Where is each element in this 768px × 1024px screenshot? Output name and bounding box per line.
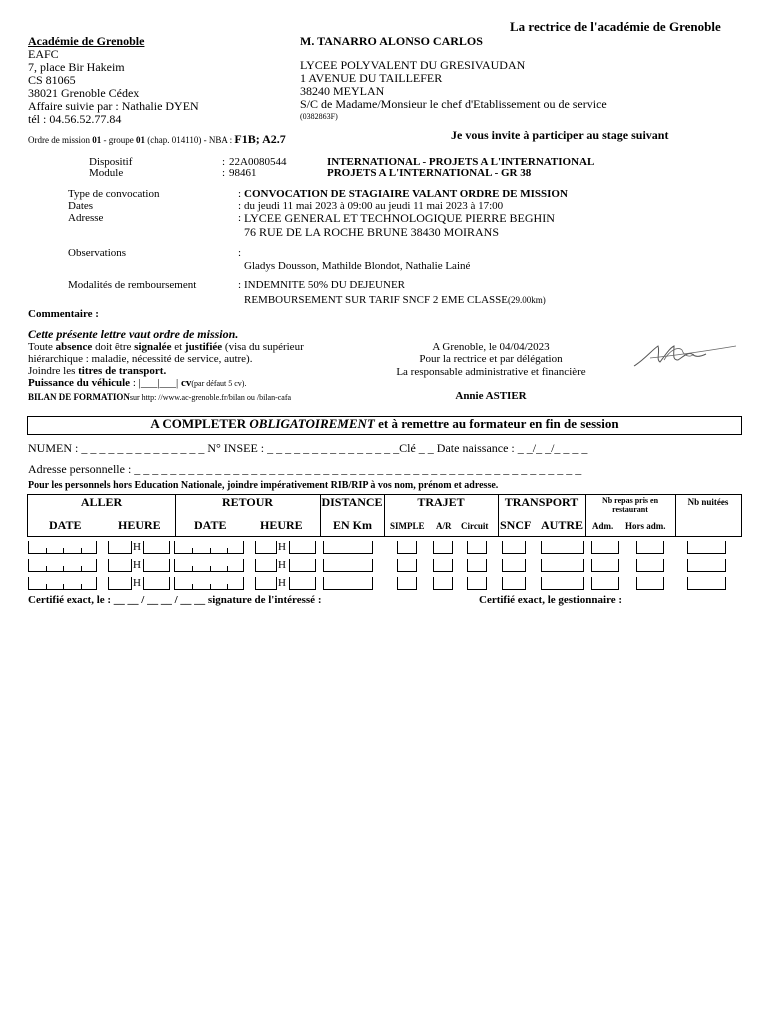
col-transport: TRANSPORT	[504, 495, 579, 509]
dates-label: Dates	[68, 200, 94, 212]
col-aller: ALLER	[80, 495, 123, 509]
dispositif-title: INTERNATIONAL - PROJETS A L'INTERNATIONAL	[327, 156, 595, 168]
absence-text: Joindre les	[28, 365, 79, 377]
field-divider	[192, 566, 193, 571]
entry-field[interactable]	[174, 577, 244, 590]
subcol-autre: AUTRE	[541, 518, 584, 532]
certif-interesse: Certifié exact, le : __ __ / __ __ / __ __ signature de l'intéressé :	[28, 594, 322, 606]
delegation-line: Pour la rectrice et par délégation	[419, 353, 563, 365]
field-divider	[227, 548, 228, 553]
subcol-circuit: Circuit	[461, 521, 489, 531]
recipient-line: 38240 MEYLAN	[300, 84, 385, 98]
remboursement-line1: INDEMNITE 50% DU DEJEUNER	[244, 279, 406, 291]
subcol-heure-retour: HEURE	[260, 518, 303, 532]
observations-label: Observations	[68, 247, 127, 259]
entry-field[interactable]	[397, 559, 417, 572]
field-divider	[210, 584, 211, 589]
dates-sep: :	[238, 200, 242, 212]
recipient-line: S/C de Madame/Monsieur le chef d'Etablissement ou de service	[300, 97, 607, 111]
sender-line: 7, place Bir Hakeim	[28, 60, 125, 74]
field-divider	[46, 548, 47, 553]
signatory-name: Annie ASTIER	[455, 390, 527, 402]
col-trajet: TRAJET	[417, 495, 465, 509]
entry-field[interactable]	[174, 541, 244, 554]
form-banner-text	[27, 417, 742, 432]
col-distance: DISTANCE	[321, 495, 383, 509]
remboursement-line2-text: REMBOURSEMENT SUR TARIF SNCF 2 EME CLASSE	[244, 294, 508, 306]
subcol-adm: Adm.	[592, 521, 614, 531]
entry-field[interactable]	[687, 559, 726, 572]
absence-bold: justifiée	[184, 341, 223, 353]
remboursement-label: Modalités de remboursement	[68, 279, 197, 291]
module-label: Module	[89, 167, 124, 179]
entry-field[interactable]	[289, 541, 316, 554]
field-divider	[210, 566, 211, 571]
module-title: PROJETS A L'INTERNATIONAL - GR 38	[327, 167, 532, 179]
module-code: 98461	[229, 167, 257, 179]
order-groupe-label: - groupe	[103, 135, 134, 145]
vehicle-label: Puissance du véhicule	[28, 377, 131, 389]
field-divider	[227, 584, 228, 589]
entry-field[interactable]	[636, 559, 664, 572]
remboursement-line2	[244, 294, 546, 307]
absence-bold: signalée	[134, 341, 172, 353]
dispositif-sep: :	[222, 156, 226, 168]
module-sep: :	[222, 167, 226, 179]
type-sep: :	[238, 188, 242, 200]
order-reference	[28, 133, 286, 147]
dates-value: du jeudi 11 mai 2023 à 09:00 au jeudi 11 mai 2023 à 17:00	[244, 200, 504, 212]
entry-field[interactable]	[255, 559, 277, 572]
responsable-line: La responsable administrative et financière	[396, 366, 586, 378]
entry-field[interactable]	[467, 559, 487, 572]
adresse-label: Adresse	[68, 212, 104, 224]
entry-field[interactable]	[289, 577, 316, 590]
hour-marker: H	[278, 559, 286, 571]
sender-name: Académie de Grenoble	[28, 34, 145, 48]
sender-line: 38021 Grenoble Cédex	[28, 86, 140, 100]
adresse-line2: 76 RUE DE LA ROCHE BRUNE 38430 MOIRANS	[244, 225, 500, 239]
recipient-code: (0382863F)	[300, 112, 338, 121]
top-right-title: La rectrice de l'académie de Grenoble	[510, 19, 721, 34]
field-divider	[46, 584, 47, 589]
vehicle-power	[28, 377, 246, 390]
type-value: CONVOCATION DE STAGIAIRE VALANT ORDRE DE MISSION	[244, 188, 568, 200]
rib-notice: Pour les personnels hors Education Nationale, joindre impérativement RIB/RIP à vos nom, prénom et adresse.	[28, 480, 499, 491]
hour-marker: H	[278, 541, 286, 553]
hour-marker: H	[133, 577, 141, 589]
dispositif-label: Dispositif	[89, 156, 133, 168]
observations-value: Gladys Dousson, Mathilde Blondot, Nathalie Lainé	[244, 260, 471, 272]
entry-field[interactable]	[636, 541, 664, 554]
entry-field[interactable]	[433, 541, 453, 554]
entry-field[interactable]	[174, 559, 244, 572]
field-divider	[227, 566, 228, 571]
field-divider	[63, 548, 64, 553]
bilan-label: BILAN DE FORMATION	[28, 392, 130, 402]
entry-field[interactable]	[433, 577, 453, 590]
dispositif-code: 22A0080544	[229, 156, 287, 168]
recipient-line: LYCEE POLYVALENT DU GRESIVAUDAN	[300, 58, 526, 72]
entry-field[interactable]	[591, 559, 619, 572]
subcol-sncf: SNCF	[500, 518, 532, 532]
entry-field[interactable]	[255, 577, 277, 590]
absence-line2: hiérarchique : maladie, nécessité de service, autre).	[28, 353, 253, 365]
entry-field[interactable]	[108, 577, 132, 590]
entry-field[interactable]	[323, 559, 373, 572]
invite-text: Je vous invite à participer au stage suivant	[451, 128, 669, 142]
entry-field[interactable]	[502, 577, 526, 590]
subcol-date-retour: DATE	[194, 518, 227, 532]
order-groupe: 01	[136, 135, 145, 145]
order-prefix: Ordre de mission	[28, 135, 90, 145]
bilan-url[interactable]: http: //www.ac-grenoble.fr/bilan ou /bilan-cafa	[141, 393, 292, 402]
sender-line: Affaire suivie par : Nathalie DYEN	[28, 99, 199, 113]
subcol-hors-adm: Hors adm.	[625, 521, 666, 531]
absence-bold: titres de transport.	[78, 365, 167, 377]
entry-field[interactable]	[502, 559, 526, 572]
field-divider	[210, 548, 211, 553]
absence-bold: absence	[55, 341, 93, 353]
place-date: A Grenoble, le 04/04/2023	[432, 341, 550, 353]
entry-field[interactable]	[255, 541, 277, 554]
absence-text: (visa du supérieur	[222, 341, 304, 353]
absence-text: doit être	[92, 341, 135, 353]
recipient-line: 1 AVENUE DU TAILLEFER	[300, 71, 443, 85]
subcol-en-km: EN Km	[333, 518, 372, 532]
field-divider	[63, 566, 64, 571]
entry-field[interactable]	[28, 559, 97, 572]
absence-line3	[28, 365, 166, 378]
entry-field[interactable]	[323, 577, 373, 590]
entry-field[interactable]	[636, 577, 664, 590]
bilan-line	[28, 392, 291, 402]
remboursement-sep: :	[238, 279, 242, 291]
banner-part: OBLIGATOIREMENT	[249, 416, 375, 431]
field-divider	[192, 548, 193, 553]
bilan-sur: sur	[129, 393, 142, 402]
subcol-date-aller: DATE	[49, 518, 82, 532]
banner-part: A COMPLETER	[150, 416, 250, 431]
entry-field[interactable]	[108, 541, 132, 554]
absence-text: Toute	[28, 341, 56, 353]
hour-marker: H	[278, 577, 286, 589]
mission-notice: Cette présente lettre vaut ordre de mission.	[28, 327, 239, 341]
entry-field[interactable]	[28, 577, 97, 590]
entry-field[interactable]	[687, 577, 726, 590]
col-repas: Nb repas pris en restaurant	[601, 496, 659, 514]
field-divider	[46, 566, 47, 571]
entry-field[interactable]	[289, 559, 316, 572]
vehicle-unit: cv	[181, 377, 192, 389]
hour-marker: H	[133, 541, 141, 553]
observations-sep: :	[238, 247, 242, 259]
sender-line: CS 81065	[28, 73, 76, 87]
absence-text: et	[171, 341, 185, 353]
subcol-heure-aller: HEURE	[118, 518, 161, 532]
field-divider	[81, 584, 82, 589]
adresse-sep: :	[238, 212, 242, 224]
recipient-name: M. TANARRO ALONSO CARLOS	[300, 34, 483, 48]
entry-field[interactable]	[541, 559, 584, 572]
entry-field[interactable]	[433, 559, 453, 572]
entry-field[interactable]	[591, 541, 619, 554]
subcol-simple: SIMPLE	[390, 521, 425, 531]
entry-field[interactable]	[591, 577, 619, 590]
certif-gestionnaire: Certifié exact, le gestionnaire :	[479, 594, 623, 606]
adresse-personnelle-line[interactable]: Adresse personnelle : _ _ _ _ _ _ _ _ _ _ _ _ _ _ _ _ _ _ _ _ _ _ _ _ _ _ _ _ _ _ _ _ _ _ _ _ _ _ _ _ _ _ _ _ _ _ _ _ _ _	[28, 462, 582, 476]
field-divider	[81, 548, 82, 553]
entry-field[interactable]	[28, 541, 97, 554]
entry-field[interactable]	[143, 577, 170, 590]
type-label: Type de convocation	[68, 188, 160, 200]
remboursement-km: (29.00km)	[508, 295, 546, 305]
sender-line: EAFC	[28, 47, 59, 61]
col-retour: RETOUR	[221, 495, 274, 509]
numen-line[interactable]: NUMEN : _ _ _ _ _ _ _ _ _ _ _ _ _ _ N° INSEE : _ _ _ _ _ _ _ _ _ _ _ _ _ _ _Clé _ _ Date naissance : _ _/_ _/_ _ _ _	[28, 441, 588, 455]
field-divider	[63, 584, 64, 589]
field-divider	[81, 566, 82, 571]
order-chap: (chap. 014110) - NBA :	[147, 135, 233, 145]
commentaire-label: Commentaire :	[28, 308, 99, 320]
absence-line1	[28, 341, 304, 354]
entry-field[interactable]	[687, 541, 726, 554]
entry-field[interactable]	[143, 559, 170, 572]
entry-field[interactable]	[397, 577, 417, 590]
vehicle-default: (par défaut 5 cv).	[191, 379, 247, 388]
entry-field[interactable]	[467, 541, 487, 554]
banner-part: et à remettre au formateur en fin de session	[374, 416, 619, 431]
entry-field[interactable]	[143, 541, 170, 554]
subcol-ar: A/R	[436, 521, 452, 531]
sender-line: tél : 04.56.52.77.84	[28, 112, 122, 126]
handwritten-signature	[630, 338, 740, 372]
entry-field[interactable]	[502, 541, 526, 554]
entry-field[interactable]	[323, 541, 373, 554]
entry-field[interactable]	[467, 577, 487, 590]
field-divider	[192, 584, 193, 589]
order-number: 01	[92, 135, 102, 145]
adresse-line1: LYCEE GENERAL ET TECHNOLOGIQUE PIERRE BEGHIN	[244, 211, 555, 225]
order-nba: F1B; A2.7	[234, 132, 286, 146]
entry-field[interactable]	[541, 541, 584, 554]
entry-field[interactable]	[108, 559, 132, 572]
hour-marker: H	[133, 559, 141, 571]
entry-field[interactable]	[541, 577, 584, 590]
col-nuitees: Nb nuitées	[687, 497, 729, 507]
entry-field[interactable]	[397, 541, 417, 554]
vehicle-boxes[interactable]: : |___|___|	[130, 377, 181, 389]
